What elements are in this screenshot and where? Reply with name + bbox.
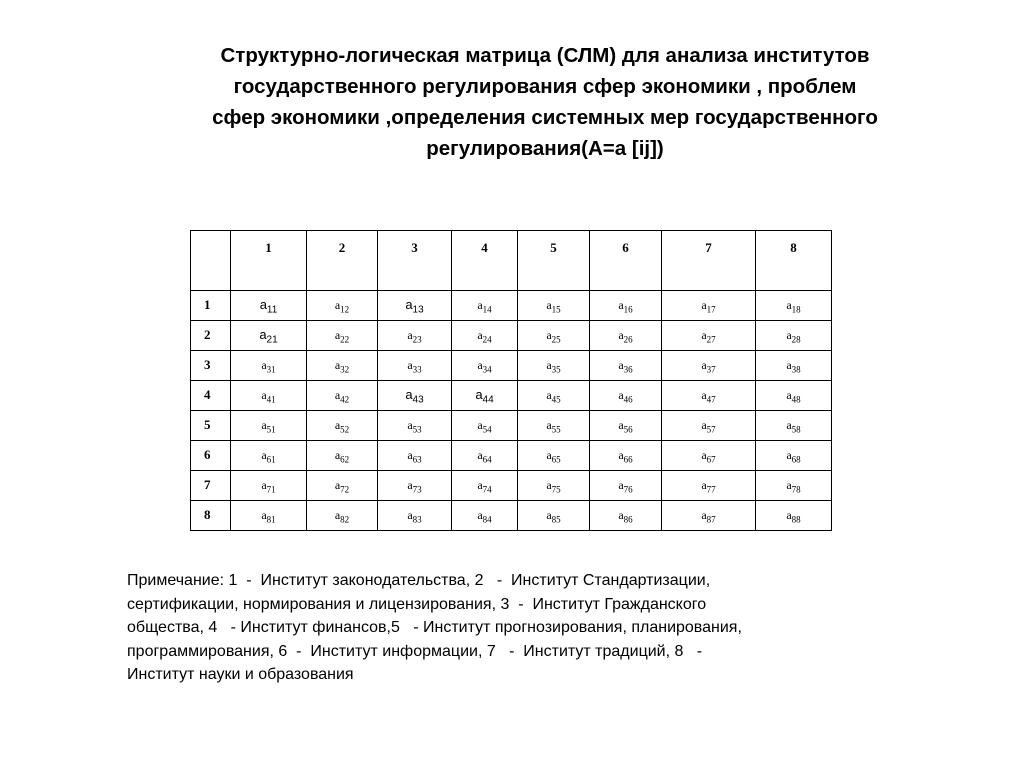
element-symbol (618, 448, 633, 465)
element-base: а (618, 418, 624, 432)
matrix-cell (378, 471, 452, 501)
element-symbol (334, 298, 350, 315)
element-index: 76 (623, 484, 633, 495)
element-index: 34 (482, 364, 492, 375)
element-index: 56 (623, 424, 633, 435)
title-line: регулирования(А=а [ij]) (426, 137, 664, 160)
element-symbol (261, 388, 276, 405)
element-symbol (701, 358, 716, 375)
element-symbol (259, 297, 278, 316)
element-index: 24 (482, 334, 492, 345)
element-symbol (786, 478, 801, 495)
matrix-cell (378, 501, 452, 531)
matrix-cell (378, 291, 452, 321)
element-index: 43 (412, 394, 424, 406)
element-base: а (701, 448, 707, 462)
element-index: 32 (340, 364, 350, 375)
element-index: 42 (340, 394, 350, 405)
matrix-cell (756, 291, 832, 321)
matrix-cell (307, 381, 378, 411)
element-index: 74 (482, 484, 492, 495)
matrix-cell (662, 501, 756, 531)
element-base: а (546, 418, 552, 432)
element-base: а (786, 478, 792, 492)
matrix-cell (518, 441, 590, 471)
element-index: 45 (551, 394, 561, 405)
element-base: а (618, 508, 624, 522)
matrix-cell (378, 411, 452, 441)
matrix-header-row (191, 231, 832, 291)
element-base: а (407, 508, 413, 522)
element-symbol (334, 448, 350, 465)
column-header: 5 (518, 231, 590, 291)
matrix-cell (518, 471, 590, 501)
matrix-cell (452, 471, 518, 501)
element-symbol (477, 358, 492, 375)
matrix-cell (662, 351, 756, 381)
element-symbol (261, 358, 276, 375)
element-base: а (618, 358, 624, 372)
element-index: 46 (623, 394, 633, 405)
column-header: 6 (590, 231, 662, 291)
element-index: 48 (791, 394, 801, 405)
element-index: 26 (623, 334, 633, 345)
matrix-cell (307, 441, 378, 471)
element-symbol (407, 358, 422, 375)
element-symbol (618, 418, 633, 435)
element-base: а (477, 418, 483, 432)
matrix-row (191, 441, 832, 471)
element-symbol (546, 418, 561, 435)
element-index: 15 (551, 304, 561, 315)
element-index: 64 (482, 454, 492, 465)
element-base: а (546, 388, 552, 402)
element-base: а (334, 508, 341, 522)
element-base: а (546, 478, 552, 492)
element-base: а (407, 358, 413, 372)
element-index: 71 (266, 484, 276, 495)
element-base: а (701, 508, 707, 522)
matrix-cell (452, 441, 518, 471)
element-base: а (546, 448, 552, 462)
element-base: а (334, 358, 341, 372)
slm-matrix-table (190, 230, 832, 531)
matrix-row (191, 411, 832, 441)
element-index: 85 (551, 514, 561, 525)
element-symbol (618, 328, 633, 345)
element-base: а (407, 478, 413, 492)
matrix-cell (662, 411, 756, 441)
matrix-cell (662, 291, 756, 321)
element-base: а (701, 358, 707, 372)
matrix-cell (756, 411, 832, 441)
element-base: а (546, 508, 552, 522)
element-symbol (407, 418, 422, 435)
element-index: 83 (412, 514, 422, 525)
element-symbol (786, 448, 801, 465)
element-symbol (334, 388, 350, 405)
element-symbol (618, 358, 633, 375)
element-index: 38 (791, 364, 801, 375)
element-symbol (477, 448, 492, 465)
matrix-cell (452, 351, 518, 381)
matrix-cell (231, 351, 307, 381)
element-symbol (259, 327, 278, 346)
element-symbol (407, 448, 422, 465)
matrix-body (191, 291, 832, 531)
title-line: сфер экономики ,определения системных мер государственного (212, 106, 878, 129)
footnote-line: программирования, 6 - Институт информации, 7 - Институт традиций, 8 - (127, 642, 703, 660)
element-index: 73 (412, 484, 422, 495)
matrix-cell (307, 351, 378, 381)
element-base: а (786, 418, 792, 432)
matrix-cell (231, 441, 307, 471)
matrix-cell (231, 321, 307, 351)
matrix-cell (518, 321, 590, 351)
matrix-cell (590, 501, 662, 531)
element-symbol (786, 418, 801, 435)
element-symbol (546, 448, 561, 465)
matrix-cell (518, 381, 590, 411)
element-symbol (618, 508, 633, 525)
element-index: 55 (551, 424, 561, 435)
element-symbol (786, 298, 801, 315)
matrix-cell (756, 471, 832, 501)
matrix-cell (452, 411, 518, 441)
matrix-cell (662, 321, 756, 351)
element-symbol (477, 478, 492, 495)
footnote-line: сертификации, нормирования и лицензирования, 3 - Институт Гражданского (127, 595, 707, 613)
element-index: 66 (623, 454, 633, 465)
element-symbol (618, 388, 633, 405)
element-index: 75 (551, 484, 561, 495)
element-base: а (407, 448, 413, 462)
element-symbol (701, 418, 716, 435)
matrix-cell (378, 351, 452, 381)
element-symbol (477, 328, 492, 345)
element-symbol (477, 418, 492, 435)
element-base: а (334, 328, 341, 342)
element-base: а (786, 358, 792, 372)
element-index: 47 (706, 394, 716, 405)
element-index: 17 (706, 304, 716, 315)
element-symbol (405, 297, 424, 316)
matrix-cell (662, 381, 756, 411)
element-index: 62 (340, 454, 350, 465)
element-index: 22 (340, 334, 350, 345)
element-base: а (477, 328, 483, 342)
matrix-row (191, 321, 832, 351)
element-base: а (786, 448, 792, 462)
element-base: а (786, 508, 792, 522)
row-header: 5 (191, 411, 231, 441)
element-symbol (618, 478, 633, 495)
element-base: а (786, 298, 792, 312)
title-line: государственного регулирования сфер экономики , проблем (233, 75, 857, 98)
element-base: а (259, 297, 267, 312)
matrix-cell (590, 321, 662, 351)
element-base: а (546, 328, 552, 342)
element-index: 25 (551, 334, 561, 345)
row-header: 6 (191, 441, 231, 471)
matrix-cell (378, 381, 452, 411)
matrix-cell (756, 501, 832, 531)
matrix-cell (756, 351, 832, 381)
matrix-cell (231, 411, 307, 441)
element-index: 14 (482, 304, 492, 315)
element-symbol (407, 478, 422, 495)
element-index: 11 (266, 304, 278, 316)
footnote-line: Институт науки и образования (127, 666, 354, 683)
element-base: а (261, 418, 267, 432)
element-index: 61 (266, 454, 276, 465)
element-base: а (334, 418, 341, 432)
element-index: 81 (266, 514, 276, 525)
row-header: 3 (191, 351, 231, 381)
element-base: а (701, 328, 707, 342)
element-index: 12 (340, 304, 350, 315)
element-index: 36 (623, 364, 633, 375)
element-base: а (477, 358, 483, 372)
column-header: 7 (662, 231, 756, 291)
element-base: а (405, 387, 413, 402)
element-symbol (334, 478, 350, 495)
element-symbol (701, 448, 716, 465)
column-header: 3 (378, 231, 452, 291)
matrix-cell (518, 351, 590, 381)
element-symbol (475, 387, 494, 406)
element-index: 86 (623, 514, 633, 525)
element-symbol (477, 508, 492, 525)
element-index: 65 (551, 454, 561, 465)
element-base: а (261, 508, 267, 522)
element-base: а (407, 328, 413, 342)
element-symbol (261, 418, 276, 435)
element-base: а (334, 388, 341, 402)
slide-title (100, 40, 990, 164)
element-base: а (701, 388, 707, 402)
element-symbol (334, 508, 350, 525)
element-symbol (407, 328, 422, 345)
element-index: 54 (482, 424, 492, 435)
element-index: 28 (791, 334, 801, 345)
element-symbol (701, 508, 716, 525)
element-base: а (334, 478, 341, 492)
element-index: 44 (482, 394, 494, 406)
element-index: 51 (266, 424, 276, 435)
matrix-cell (590, 411, 662, 441)
element-symbol (546, 358, 561, 375)
element-index: 23 (412, 334, 422, 345)
element-base: а (261, 448, 267, 462)
matrix-cell (590, 471, 662, 501)
element-base: а (261, 478, 267, 492)
matrix-cell (452, 501, 518, 531)
element-symbol (546, 508, 561, 525)
element-base: а (786, 328, 792, 342)
element-symbol (701, 298, 716, 315)
element-base: а (477, 478, 483, 492)
element-base: а (546, 358, 552, 372)
element-index: 27 (706, 334, 716, 345)
matrix-cell (662, 441, 756, 471)
matrix-cell (756, 441, 832, 471)
element-base: а (618, 328, 624, 342)
element-index: 84 (482, 514, 492, 525)
matrix-corner-cell (191, 231, 231, 291)
element-index: 41 (266, 394, 276, 405)
matrix-cell (231, 501, 307, 531)
matrix-row (191, 291, 832, 321)
matrix-cell (378, 321, 452, 351)
element-base: а (546, 298, 552, 312)
element-index: 67 (706, 454, 716, 465)
element-base: а (701, 478, 707, 492)
row-header: 4 (191, 381, 231, 411)
element-symbol (334, 418, 350, 435)
element-index: 63 (412, 454, 422, 465)
matrix-cell (756, 321, 832, 351)
element-symbol (701, 388, 716, 405)
element-index: 35 (551, 364, 561, 375)
row-header: 7 (191, 471, 231, 501)
element-index: 87 (706, 514, 716, 525)
matrix-cell (307, 291, 378, 321)
column-header: 4 (452, 231, 518, 291)
element-symbol (407, 508, 422, 525)
footnote (127, 569, 927, 687)
element-base: а (477, 508, 483, 522)
element-base: а (618, 298, 624, 312)
element-symbol (786, 358, 801, 375)
element-index: 57 (706, 424, 716, 435)
footnote-line: Примечание: 1 - Институт законодательства, 2 - Институт Стандартизации, (127, 572, 711, 589)
matrix-cell (590, 441, 662, 471)
element-base: а (334, 298, 341, 312)
element-index: 82 (340, 514, 350, 525)
matrix-cell (518, 291, 590, 321)
matrix-cell (307, 471, 378, 501)
element-base: а (786, 388, 792, 402)
element-symbol (546, 328, 561, 345)
matrix-cell (378, 441, 452, 471)
matrix-cell (518, 411, 590, 441)
element-symbol (546, 298, 561, 315)
row-header: 8 (191, 501, 231, 531)
element-base: а (261, 358, 267, 372)
matrix-cell (307, 411, 378, 441)
column-header: 8 (756, 231, 832, 291)
matrix-row (191, 351, 832, 381)
element-base: а (618, 478, 624, 492)
element-base: а (477, 298, 483, 312)
element-base: а (618, 388, 624, 402)
element-symbol (701, 328, 716, 345)
element-base: а (475, 387, 483, 402)
element-index: 16 (623, 304, 633, 315)
element-index: 52 (340, 424, 350, 435)
element-base: а (701, 298, 707, 312)
element-index: 88 (791, 514, 801, 525)
element-index: 68 (791, 454, 801, 465)
element-symbol (261, 478, 276, 495)
element-base: а (701, 418, 707, 432)
matrix-cell (518, 501, 590, 531)
matrix-cell (231, 381, 307, 411)
matrix-cell (590, 291, 662, 321)
column-header: 1 (231, 231, 307, 291)
element-index: 58 (791, 424, 801, 435)
element-symbol (701, 478, 716, 495)
element-symbol (334, 328, 350, 345)
matrix-cell (662, 471, 756, 501)
element-symbol (786, 508, 801, 525)
element-index: 78 (791, 484, 801, 495)
element-symbol (786, 388, 801, 405)
element-symbol (405, 387, 424, 406)
element-symbol (334, 358, 350, 375)
element-base: а (261, 388, 267, 402)
matrix-row (191, 501, 832, 531)
element-symbol (477, 298, 492, 315)
element-index: 31 (266, 364, 276, 375)
element-base: а (618, 448, 624, 462)
matrix-cell (307, 321, 378, 351)
matrix-cell (590, 351, 662, 381)
title-line: Структурно-логическая матрица (СЛМ) для анализа институтов (220, 44, 870, 67)
element-index: 21 (266, 334, 278, 346)
element-index: 53 (412, 424, 422, 435)
matrix-cell (231, 291, 307, 321)
column-header: 2 (307, 231, 378, 291)
matrix-row (191, 471, 832, 501)
element-symbol (786, 328, 801, 345)
matrix-cell (452, 291, 518, 321)
matrix-cell (452, 321, 518, 351)
element-symbol (546, 478, 561, 495)
element-base: а (405, 297, 413, 312)
matrix-cell (756, 381, 832, 411)
element-base: а (259, 327, 267, 342)
element-symbol (261, 508, 276, 525)
element-index: 37 (706, 364, 716, 375)
element-index: 18 (791, 304, 801, 315)
matrix-row (191, 381, 832, 411)
element-index: 72 (340, 484, 350, 495)
element-index: 13 (412, 304, 424, 316)
matrix-cell (452, 381, 518, 411)
element-index: 77 (706, 484, 716, 495)
row-header: 2 (191, 321, 231, 351)
element-symbol (618, 298, 633, 315)
row-header: 1 (191, 291, 231, 321)
element-symbol (261, 448, 276, 465)
element-symbol (546, 388, 561, 405)
footnote-line: общества, 4 - Институт финансов,5 - Институт прогнозирования, планирования, (127, 619, 742, 636)
matrix-cell (307, 501, 378, 531)
matrix-cell (590, 381, 662, 411)
element-base: а (334, 448, 341, 462)
matrix-cell (231, 471, 307, 501)
element-base: а (477, 448, 483, 462)
element-base: а (407, 418, 413, 432)
element-index: 33 (412, 364, 422, 375)
